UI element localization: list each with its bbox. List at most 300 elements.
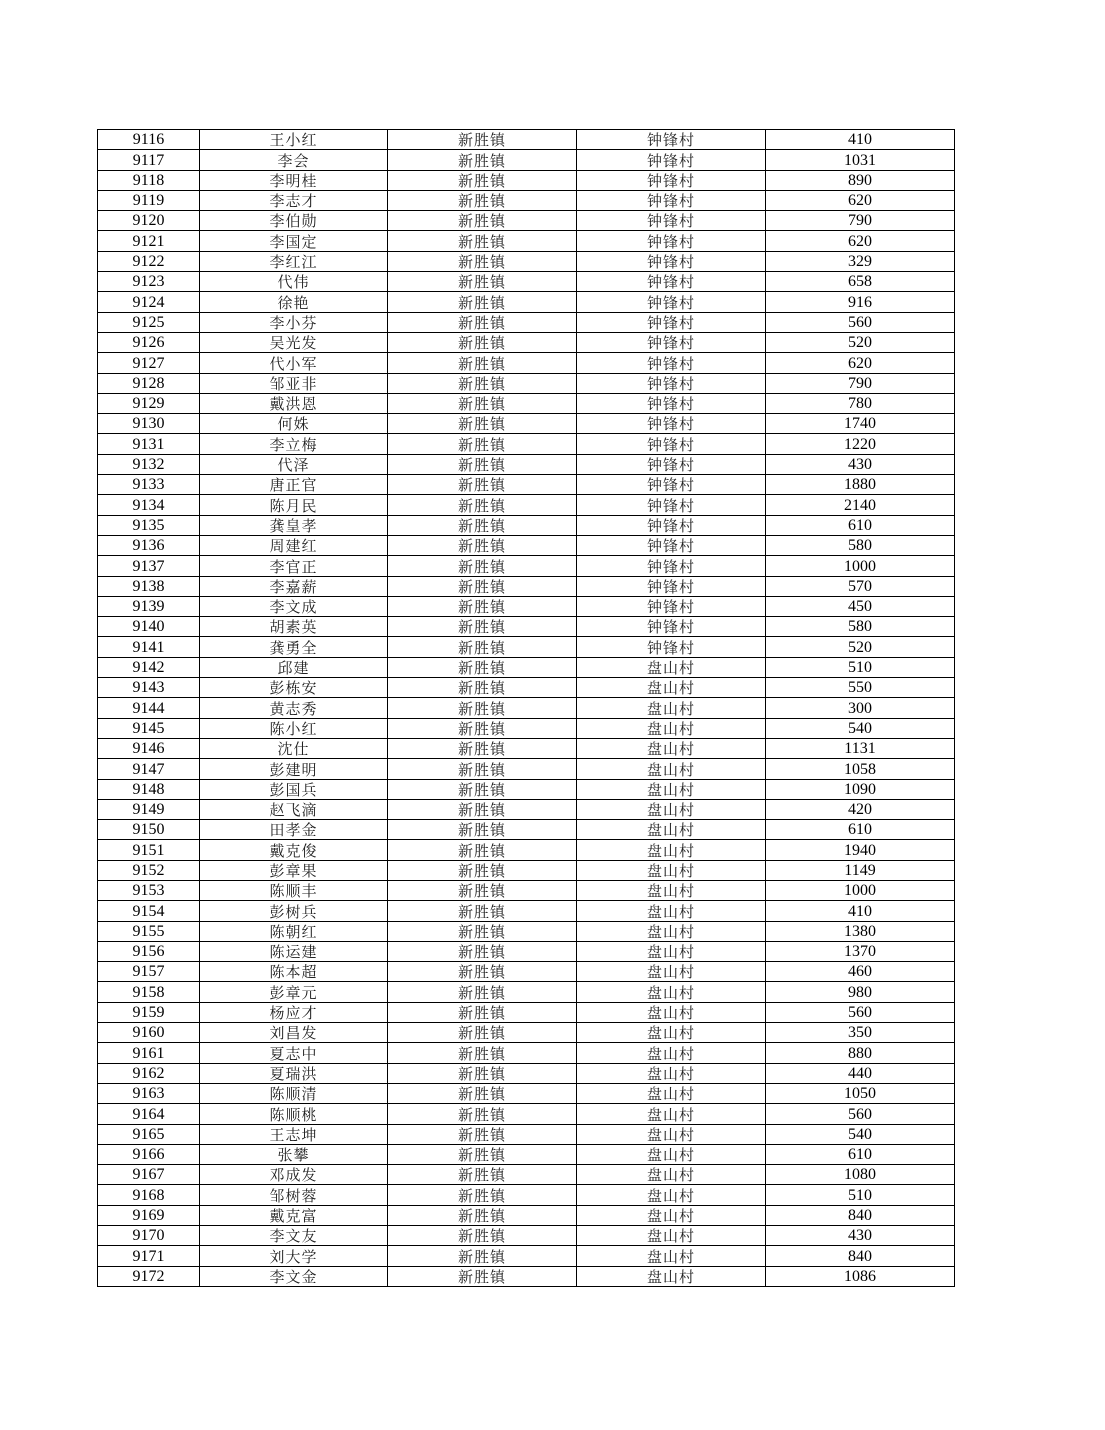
village-cell: 钟锋村 [577,150,766,170]
table-row [98,1144,955,1164]
name-cell: 李立梅 [200,434,388,454]
table-row [98,170,955,190]
village-cell: 盘山村 [577,657,766,677]
name-cell: 李文金 [200,1266,388,1286]
amount-cell: 520 [766,332,955,352]
table-row [98,738,955,758]
amount-cell: 1380 [766,921,955,941]
serial-number-cell: 9157 [98,962,200,982]
village-cell: 钟锋村 [577,454,766,474]
name-cell: 张攀 [200,1144,388,1164]
village-cell: 盘山村 [577,880,766,900]
serial-number-cell: 9126 [98,332,200,352]
town-cell: 新胜镇 [388,860,577,880]
amount-cell: 980 [766,982,955,1002]
village-cell: 盘山村 [577,1023,766,1043]
town-cell: 新胜镇 [388,678,577,698]
town-cell: 新胜镇 [388,535,577,555]
town-cell: 新胜镇 [388,698,577,718]
village-cell: 钟锋村 [577,434,766,454]
table-row [98,272,955,292]
table-row [98,860,955,880]
name-cell: 代泽 [200,454,388,474]
village-cell: 盘山村 [577,921,766,941]
serial-number-cell: 9117 [98,150,200,170]
serial-number-cell: 9160 [98,1023,200,1043]
village-cell: 盘山村 [577,779,766,799]
amount-cell: 560 [766,1104,955,1124]
town-cell: 新胜镇 [388,799,577,819]
name-cell: 陈朝红 [200,921,388,941]
serial-number-cell: 9145 [98,718,200,738]
name-cell: 彭栋安 [200,678,388,698]
table-row [98,880,955,900]
serial-number-cell: 9143 [98,678,200,698]
village-cell: 盘山村 [577,1266,766,1286]
table-row [98,150,955,170]
table-row [98,617,955,637]
serial-number-cell: 9156 [98,941,200,961]
name-cell: 李红江 [200,251,388,271]
town-cell: 新胜镇 [388,982,577,1002]
name-cell: 王小红 [200,130,388,150]
amount-cell: 510 [766,1185,955,1205]
town-cell: 新胜镇 [388,921,577,941]
table-row [98,941,955,961]
name-cell: 吴光发 [200,332,388,352]
table-row [98,982,955,1002]
town-cell: 新胜镇 [388,738,577,758]
serial-number-cell: 9159 [98,1002,200,1022]
amount-cell: 620 [766,231,955,251]
name-cell: 赵飞滴 [200,799,388,819]
serial-number-cell: 9169 [98,1205,200,1225]
village-cell: 钟锋村 [577,130,766,150]
village-cell: 钟锋村 [577,292,766,312]
serial-number-cell: 9121 [98,231,200,251]
amount-cell: 1220 [766,434,955,454]
village-cell: 盘山村 [577,962,766,982]
village-cell: 盘山村 [577,738,766,758]
table-row [98,556,955,576]
village-cell: 钟锋村 [577,353,766,373]
name-cell: 李文友 [200,1226,388,1246]
serial-number-cell: 9149 [98,799,200,819]
table-row [98,332,955,352]
serial-number-cell: 9128 [98,373,200,393]
name-cell: 邱建 [200,657,388,677]
serial-number-cell: 9136 [98,535,200,555]
table-row [98,292,955,312]
village-cell: 盘山村 [577,698,766,718]
village-cell: 钟锋村 [577,475,766,495]
name-cell: 戴克俊 [200,840,388,860]
town-cell: 新胜镇 [388,759,577,779]
name-cell: 戴洪恩 [200,393,388,413]
village-cell: 盘山村 [577,1185,766,1205]
village-cell: 盘山村 [577,840,766,860]
table-row [98,130,955,150]
serial-number-cell: 9161 [98,1043,200,1063]
town-cell: 新胜镇 [388,576,577,596]
ledger-body [98,130,955,1287]
table-row [98,1226,955,1246]
town-cell: 新胜镇 [388,434,577,454]
town-cell: 新胜镇 [388,231,577,251]
name-cell: 王志坤 [200,1124,388,1144]
village-cell: 盘山村 [577,759,766,779]
name-cell: 刘昌发 [200,1023,388,1043]
table-row [98,657,955,677]
amount-cell: 1080 [766,1165,955,1185]
amount-cell: 510 [766,657,955,677]
name-cell: 陈顺丰 [200,880,388,900]
name-cell: 彭建明 [200,759,388,779]
town-cell: 新胜镇 [388,332,577,352]
town-cell: 新胜镇 [388,880,577,900]
name-cell: 陈顺桃 [200,1104,388,1124]
table-row [98,251,955,271]
serial-number-cell: 9130 [98,414,200,434]
amount-cell: 916 [766,292,955,312]
table-row [98,1165,955,1185]
name-cell: 陈小红 [200,718,388,738]
town-cell: 新胜镇 [388,1144,577,1164]
serial-number-cell: 9164 [98,1104,200,1124]
amount-cell: 1058 [766,759,955,779]
village-cell: 钟锋村 [577,556,766,576]
serial-number-cell: 9150 [98,820,200,840]
amount-cell: 300 [766,698,955,718]
name-cell: 刘大学 [200,1246,388,1266]
amount-cell: 329 [766,251,955,271]
village-cell: 盘山村 [577,901,766,921]
serial-number-cell: 9131 [98,434,200,454]
name-cell: 陈顺清 [200,1083,388,1103]
amount-cell: 890 [766,170,955,190]
serial-number-cell: 9163 [98,1083,200,1103]
name-cell: 彭章果 [200,860,388,880]
table-row [98,515,955,535]
serial-number-cell: 9140 [98,617,200,637]
serial-number-cell: 9120 [98,211,200,231]
serial-number-cell: 9119 [98,190,200,210]
name-cell: 李志才 [200,190,388,210]
name-cell: 沈仕 [200,738,388,758]
village-cell: 盘山村 [577,1063,766,1083]
town-cell: 新胜镇 [388,779,577,799]
town-cell: 新胜镇 [388,170,577,190]
table-row [98,1083,955,1103]
serial-number-cell: 9172 [98,1266,200,1286]
amount-cell: 658 [766,272,955,292]
name-cell: 田孝金 [200,820,388,840]
amount-cell: 550 [766,678,955,698]
table-row [98,759,955,779]
name-cell: 代伟 [200,272,388,292]
town-cell: 新胜镇 [388,1104,577,1124]
name-cell: 邓成发 [200,1165,388,1185]
amount-cell: 580 [766,535,955,555]
table-row [98,698,955,718]
name-cell: 李会 [200,150,388,170]
table-row [98,414,955,434]
town-cell: 新胜镇 [388,414,577,434]
name-cell: 陈月民 [200,495,388,515]
village-cell: 钟锋村 [577,312,766,332]
name-cell: 李伯勋 [200,211,388,231]
village-cell: 钟锋村 [577,596,766,616]
town-cell: 新胜镇 [388,1226,577,1246]
serial-number-cell: 9132 [98,454,200,474]
town-cell: 新胜镇 [388,130,577,150]
town-cell: 新胜镇 [388,475,577,495]
village-cell: 盘山村 [577,1124,766,1144]
amount-cell: 580 [766,617,955,637]
table-row [98,1104,955,1124]
table-row [98,535,955,555]
table-row [98,495,955,515]
village-cell: 盘山村 [577,1083,766,1103]
name-cell: 周建红 [200,535,388,555]
town-cell: 新胜镇 [388,718,577,738]
amount-cell: 430 [766,454,955,474]
town-cell: 新胜镇 [388,1246,577,1266]
town-cell: 新胜镇 [388,1124,577,1144]
name-cell: 李官正 [200,556,388,576]
table-row [98,820,955,840]
serial-number-cell: 9155 [98,921,200,941]
amount-cell: 440 [766,1063,955,1083]
serial-number-cell: 9166 [98,1144,200,1164]
amount-cell: 620 [766,353,955,373]
amount-cell: 1149 [766,860,955,880]
serial-number-cell: 9118 [98,170,200,190]
table-row [98,190,955,210]
serial-number-cell: 9146 [98,738,200,758]
town-cell: 新胜镇 [388,515,577,535]
name-cell: 夏志中 [200,1043,388,1063]
serial-number-cell: 9168 [98,1185,200,1205]
serial-number-cell: 9162 [98,1063,200,1083]
village-cell: 钟锋村 [577,393,766,413]
amount-cell: 840 [766,1205,955,1225]
table-row [98,1266,955,1286]
table-row [98,1023,955,1043]
serial-number-cell: 9152 [98,860,200,880]
serial-number-cell: 9154 [98,901,200,921]
amount-cell: 420 [766,799,955,819]
village-cell: 钟锋村 [577,272,766,292]
name-cell: 陈本超 [200,962,388,982]
town-cell: 新胜镇 [388,251,577,271]
serial-number-cell: 9158 [98,982,200,1002]
village-cell: 钟锋村 [577,211,766,231]
amount-cell: 540 [766,1124,955,1144]
name-cell: 李嘉薪 [200,576,388,596]
town-cell: 新胜镇 [388,312,577,332]
village-cell: 钟锋村 [577,576,766,596]
town-cell: 新胜镇 [388,1165,577,1185]
amount-cell: 1050 [766,1083,955,1103]
serial-number-cell: 9127 [98,353,200,373]
table-row [98,1043,955,1063]
village-cell: 钟锋村 [577,373,766,393]
village-cell: 钟锋村 [577,535,766,555]
village-cell: 钟锋村 [577,231,766,251]
village-cell: 盘山村 [577,1144,766,1164]
serial-number-cell: 9147 [98,759,200,779]
amount-cell: 610 [766,820,955,840]
amount-cell: 1000 [766,880,955,900]
village-cell: 钟锋村 [577,170,766,190]
name-cell: 彭树兵 [200,901,388,921]
serial-number-cell: 9133 [98,475,200,495]
town-cell: 新胜镇 [388,190,577,210]
serial-number-cell: 9129 [98,393,200,413]
town-cell: 新胜镇 [388,454,577,474]
amount-cell: 350 [766,1023,955,1043]
name-cell: 李小芬 [200,312,388,332]
table-row [98,434,955,454]
town-cell: 新胜镇 [388,1002,577,1022]
amount-cell: 1000 [766,556,955,576]
town-cell: 新胜镇 [388,1083,577,1103]
amount-cell: 1031 [766,150,955,170]
village-cell: 盘山村 [577,941,766,961]
village-cell: 钟锋村 [577,332,766,352]
amount-cell: 430 [766,1226,955,1246]
name-cell: 陈运建 [200,941,388,961]
table-row [98,475,955,495]
name-cell: 彭章元 [200,982,388,1002]
village-cell: 钟锋村 [577,251,766,271]
town-cell: 新胜镇 [388,637,577,657]
town-cell: 新胜镇 [388,1063,577,1083]
table-row [98,637,955,657]
town-cell: 新胜镇 [388,393,577,413]
table-row [98,373,955,393]
amount-cell: 610 [766,515,955,535]
name-cell: 黄志秀 [200,698,388,718]
amount-cell: 1370 [766,941,955,961]
serial-number-cell: 9116 [98,130,200,150]
table-row [98,231,955,251]
serial-number-cell: 9134 [98,495,200,515]
table-row [98,779,955,799]
table-row [98,921,955,941]
table-row [98,1246,955,1266]
town-cell: 新胜镇 [388,840,577,860]
ledger-table [97,129,955,1287]
amount-cell: 540 [766,718,955,738]
serial-number-cell: 9171 [98,1246,200,1266]
village-cell: 盘山村 [577,1002,766,1022]
village-cell: 盘山村 [577,860,766,880]
serial-number-cell: 9165 [98,1124,200,1144]
name-cell: 胡素英 [200,617,388,637]
village-cell: 钟锋村 [577,414,766,434]
table-row [98,1205,955,1225]
amount-cell: 1740 [766,414,955,434]
amount-cell: 450 [766,596,955,616]
amount-cell: 610 [766,1144,955,1164]
serial-number-cell: 9153 [98,880,200,900]
town-cell: 新胜镇 [388,962,577,982]
town-cell: 新胜镇 [388,820,577,840]
amount-cell: 880 [766,1043,955,1063]
town-cell: 新胜镇 [388,292,577,312]
amount-cell: 1940 [766,840,955,860]
amount-cell: 2140 [766,495,955,515]
table-row [98,901,955,921]
name-cell: 代小军 [200,353,388,373]
name-cell: 唐正官 [200,475,388,495]
amount-cell: 560 [766,1002,955,1022]
amount-cell: 520 [766,637,955,657]
village-cell: 钟锋村 [577,515,766,535]
town-cell: 新胜镇 [388,211,577,231]
village-cell: 钟锋村 [577,617,766,637]
serial-number-cell: 9137 [98,556,200,576]
village-cell: 盘山村 [577,1104,766,1124]
village-cell: 盘山村 [577,1043,766,1063]
village-cell: 盘山村 [577,1246,766,1266]
table-row [98,718,955,738]
table-row [98,678,955,698]
serial-number-cell: 9125 [98,312,200,332]
table-row [98,353,955,373]
name-cell: 龚勇全 [200,637,388,657]
table-row [98,211,955,231]
town-cell: 新胜镇 [388,596,577,616]
table-row [98,596,955,616]
name-cell: 龚皇孝 [200,515,388,535]
amount-cell: 570 [766,576,955,596]
name-cell: 杨应才 [200,1002,388,1022]
serial-number-cell: 9170 [98,1226,200,1246]
name-cell: 夏瑞洪 [200,1063,388,1083]
village-cell: 盘山村 [577,1226,766,1246]
town-cell: 新胜镇 [388,617,577,637]
village-cell: 盘山村 [577,678,766,698]
serial-number-cell: 9139 [98,596,200,616]
serial-number-cell: 9122 [98,251,200,271]
name-cell: 李国定 [200,231,388,251]
name-cell: 何姝 [200,414,388,434]
town-cell: 新胜镇 [388,272,577,292]
amount-cell: 620 [766,190,955,210]
serial-number-cell: 9124 [98,292,200,312]
table-row [98,1063,955,1083]
village-cell: 盘山村 [577,718,766,738]
table-row [98,1185,955,1205]
name-cell: 彭国兵 [200,779,388,799]
serial-number-cell: 9123 [98,272,200,292]
serial-number-cell: 9144 [98,698,200,718]
serial-number-cell: 9135 [98,515,200,535]
table-row [98,1124,955,1144]
table-row [98,312,955,332]
table-row [98,1002,955,1022]
town-cell: 新胜镇 [388,941,577,961]
village-cell: 钟锋村 [577,637,766,657]
serial-number-cell: 9138 [98,576,200,596]
town-cell: 新胜镇 [388,1185,577,1205]
amount-cell: 560 [766,312,955,332]
amount-cell: 460 [766,962,955,982]
table-row [98,393,955,413]
